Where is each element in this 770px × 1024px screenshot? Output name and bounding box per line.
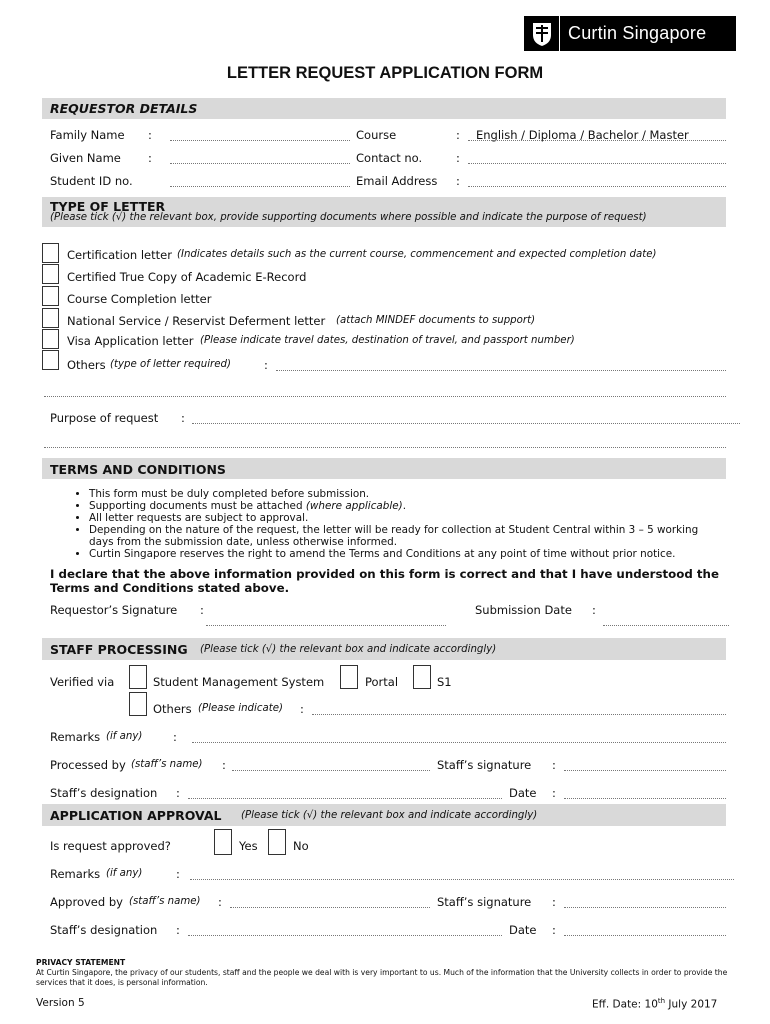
checkbox-visa[interactable] [42,329,59,349]
colon: : [552,786,556,800]
purpose-field[interactable] [192,423,740,424]
colon: : [173,730,177,744]
option-others-label: Others [67,358,106,372]
checkbox-national-service[interactable] [42,308,59,328]
requestor-signature-label: Requestor’s Signature [50,603,178,617]
declaration-text: I declare that the above information provided on this form is correct and that I have understood the Terms and Conditions stated above. [50,567,719,595]
processed-by-field[interactable] [232,770,430,771]
staff-remarks-note: (if any) [106,731,143,742]
colon: : [552,895,556,909]
privacy-heading: PRIVACY STATEMENT [36,958,126,967]
terms-item: • This form must be duly completed before submission. [89,488,726,500]
colon: : [181,411,185,425]
colon: : [456,174,460,188]
others-field-line-2[interactable] [44,396,726,397]
staff-processing-heading: STAFF PROCESSING [50,642,188,657]
colon: : [176,786,180,800]
colon: : [148,128,152,142]
no-label: No [293,839,309,853]
terms-item: • All letter requests are subject to approval. [89,512,726,524]
student-id-label: Student ID no. [50,174,133,188]
effective-date: Eff. Date: 10th July 2017 [592,997,718,1011]
approved-by-note: (staff’s name) [129,896,201,907]
staff-processing-header [42,638,726,660]
sms-label: Student Management System [153,675,325,689]
type-of-letter-header [42,197,726,227]
s1-label: S1 [437,675,452,689]
contact-field[interactable] [468,163,726,164]
option-certification-note: (Indicates details such as the current course, commencement and expected completion date) [177,249,657,260]
portal-label: Portal [365,675,399,689]
staff-date-label: Date [509,786,537,800]
email-field[interactable] [468,186,726,187]
family-name-field[interactable] [170,140,350,141]
option-national-service-label: National Service / Reservist Deferment letter [67,314,326,328]
approval-heading: APPLICATION APPROVAL [50,808,222,823]
form-title: LETTER REQUEST APPLICATION FORM [226,64,544,82]
option-certification-label: Certification letter [67,248,172,262]
staff-signature-field[interactable] [564,770,726,771]
colon: : [148,151,152,165]
given-name-field[interactable] [170,163,350,164]
staff-signature-label: Staff’s signature [437,758,532,772]
checkbox-staff-others[interactable] [129,692,147,716]
checkbox-s1[interactable] [413,665,431,689]
terms-header [42,458,726,479]
requestor-details-header [42,98,726,119]
terms-list [74,488,726,560]
requestor-details-heading: REQUESTOR DETAILS [50,101,198,116]
colon: : [176,867,180,881]
terms-item: • Supporting documents must be attached (where applicable). [89,500,726,512]
approved-by-label: Approved by [50,895,123,909]
approval-date-label: Date [509,923,537,937]
others-field[interactable] [276,370,726,371]
option-national-service-note: (attach MINDEF documents to support) [336,315,536,326]
given-name-label: Given Name [50,151,121,165]
checkbox-others[interactable] [42,350,59,370]
terms-item: • Depending on the nature of the request, the letter will be ready for collection at Student Central within 3 – 5 working days from the submission date, unless otherwise informed. [89,524,726,548]
approval-designation-field[interactable] [188,935,502,936]
option-e-record-label: Certified True Copy of Academic E-Record [67,270,307,284]
course-options[interactable]: English / Diploma / Bachelor / Master [476,128,689,142]
checkbox-certification[interactable] [42,243,59,263]
option-others-note: (type of letter required) [110,359,231,370]
staff-others-note: (Please indicate) [198,703,283,714]
version-label: Version 5 [36,997,85,1009]
colon: : [552,923,556,937]
verified-via-label: Verified via [50,675,115,689]
colon: : [592,603,596,617]
type-of-letter-heading: TYPE OF LETTER [50,199,166,214]
approval-instruction: (Please tick (√) the relevant box and indicate accordingly) [241,810,538,821]
approval-signature-field[interactable] [564,907,726,908]
approved-question: Is request approved? [50,839,171,853]
curtin-logo [524,16,736,51]
colon: : [456,151,460,165]
staff-date-field[interactable] [564,798,726,799]
course-field[interactable] [468,140,726,141]
approval-header [42,804,726,826]
colon: : [176,923,180,937]
colon: : [300,702,304,716]
contact-label: Contact no. [356,151,423,165]
option-visa-label: Visa Application letter [67,334,194,348]
yes-label: Yes [239,839,258,853]
checkbox-e-record[interactable] [42,264,59,284]
colon: : [552,758,556,772]
crest-icon [524,16,560,51]
option-visa-note: (Please indicate travel dates, destination of travel, and passport number) [200,335,575,346]
approval-remarks-label: Remarks [50,867,101,881]
checkbox-course-completion[interactable] [42,286,59,306]
family-name-label: Family Name [50,128,125,142]
option-course-completion-label: Course Completion letter [67,292,212,306]
approval-remarks-note: (if any) [106,868,143,879]
course-label: Course [356,128,397,142]
logo-text: Curtin Singapore [568,23,707,43]
terms-item: • Curtin Singapore reserves the right to amend the Terms and Conditions at any point of time without prior notice. [89,548,726,560]
colon: : [200,603,204,617]
terms-heading: TERMS AND CONDITIONS [50,462,226,477]
colon: : [218,895,222,909]
colon: : [222,758,226,772]
colon: : [264,358,268,372]
checkbox-sms[interactable] [129,665,147,689]
type-of-letter-instruction: (Please tick (√) the relevant box, provide supporting documents where possible and indicate the purpose of request) [50,212,647,223]
submission-date-field[interactable] [603,625,729,626]
checkbox-portal[interactable] [340,665,358,689]
approval-designation-label: Staff’s designation [50,923,158,937]
privacy-text: At Curtin Singapore, the privacy of our students, staff and the people we deal with is very important to us. Much of the information that the University collects in order to provide the services that it does, is personal information. [36,968,728,987]
approval-date-field[interactable] [564,935,726,936]
student-id-field[interactable] [170,186,350,187]
email-label: Email Address [356,174,438,188]
staff-processing-instruction: (Please tick (√) the relevant box and indicate accordingly) [200,644,497,655]
processed-by-label: Processed by [50,758,126,772]
staff-remarks-field[interactable] [192,742,726,743]
checkbox-no[interactable] [268,829,286,855]
approval-signature-label: Staff’s signature [437,895,532,909]
approved-by-field[interactable] [230,907,430,908]
staff-others-field[interactable] [312,714,726,715]
requestor-signature-field[interactable] [206,625,446,626]
staff-others-label: Others [153,702,192,716]
checkbox-yes[interactable] [214,829,232,855]
submission-date-label: Submission Date [475,603,572,617]
approval-remarks-field[interactable] [190,879,734,880]
purpose-label: Purpose of request [50,411,159,425]
processed-by-note: (staff’s name) [131,759,203,770]
staff-remarks-label: Remarks [50,730,101,744]
colon: : [456,128,460,142]
privacy-statement [36,958,736,988]
staff-designation-field[interactable] [188,798,502,799]
purpose-field-line-2[interactable] [44,447,726,448]
staff-designation-label: Staff’s designation [50,786,158,800]
